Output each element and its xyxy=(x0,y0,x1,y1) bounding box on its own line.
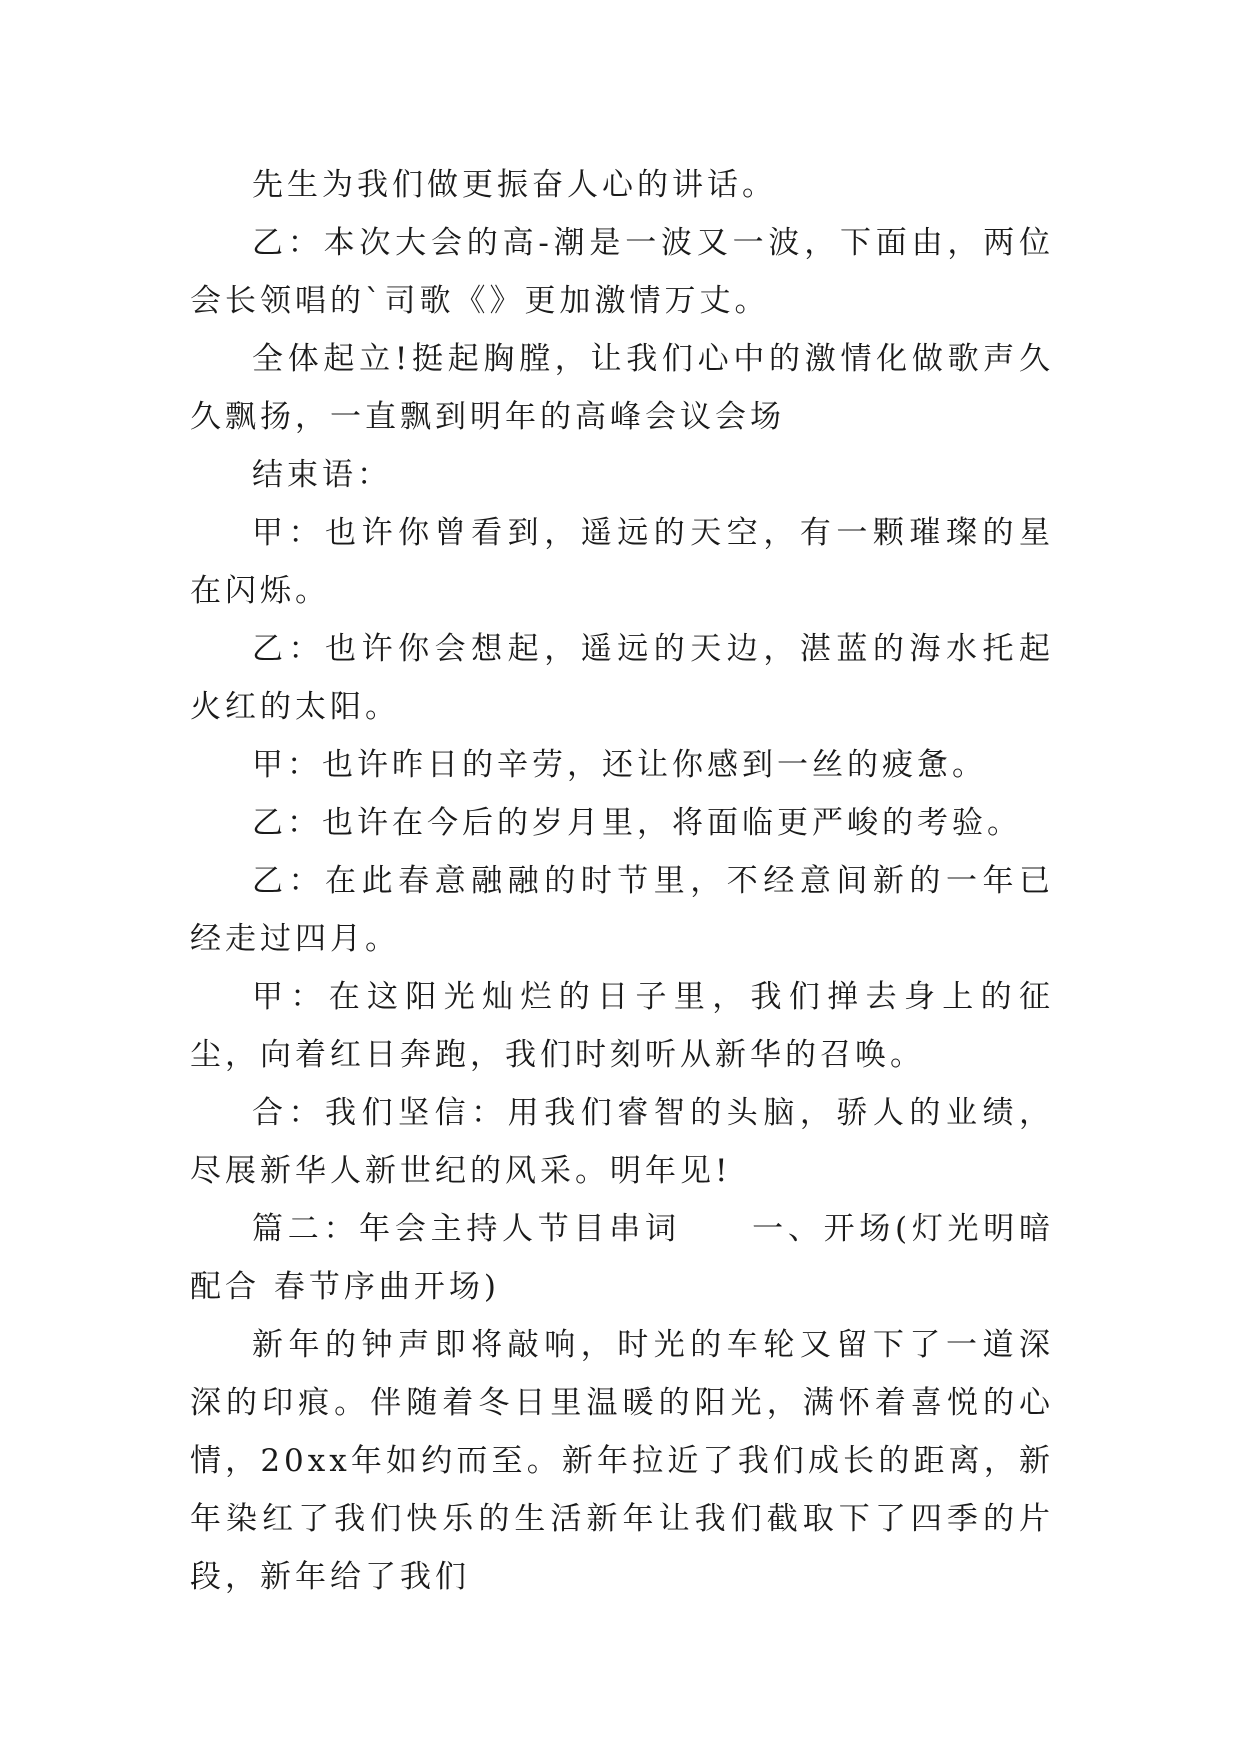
paragraph-8: 乙：也许在今后的岁月里，将面临更严峻的考验。 xyxy=(252,805,1022,841)
paragraph-9: 乙：在此春意融融的时节里，不经意间新的一年已经走过四月。 xyxy=(190,863,1054,957)
paragraph-7: 甲：也许昨日的辛劳，还让你感到一丝的疲惫。 xyxy=(252,747,987,783)
paragraph-11: 合：我们坚信：用我们睿智的头脑，骄人的业绩，尽展新华人新世纪的风采。明年见! xyxy=(190,1095,1054,1189)
paragraph-5: 甲：也许你曾看到，遥远的天空，有一颗璀璨的星在闪烁。 xyxy=(190,515,1054,609)
paragraph-3: 全体起立!挺起胸膛，让我们心中的激情化做歌声久久飘扬，一直飘到明年的高峰会议会场 xyxy=(190,341,1054,435)
paragraph-12: 篇二：年会主持人节目串词 一、开场(灯光明暗配合 春节序曲开场) xyxy=(190,1211,1054,1305)
paragraph-2: 乙：本次大会的高-潮是一波又一波，下面由，两位会长领唱的`司歌《》更加激情万丈。 xyxy=(190,225,1054,319)
paragraph-13: 新年的钟声即将敲响，时光的车轮又留下了一道深深的印痕。伴随着冬日里温暖的阳光，满怀着喜悦的心情，20xx年如约而至。新年拉近了我们成长的距离，新年染红了我们快乐的生活新年让我们截取下了四季的片段，新年给了我们 xyxy=(190,1327,1054,1595)
paragraph-10: 甲：在这阳光灿烂的日子里，我们掸去身上的征尘，向着红日奔跑，我们时刻听从新华的召唤。 xyxy=(190,979,1054,1073)
paragraph-6: 乙：也许你会想起，遥远的天边，湛蓝的海水托起火红的太阳。 xyxy=(190,631,1054,725)
paragraph-4: 结束语： xyxy=(252,457,392,493)
paragraph-1: 先生为我们做更振奋人心的讲话。 xyxy=(252,167,777,203)
document-body xyxy=(190,156,1054,1606)
